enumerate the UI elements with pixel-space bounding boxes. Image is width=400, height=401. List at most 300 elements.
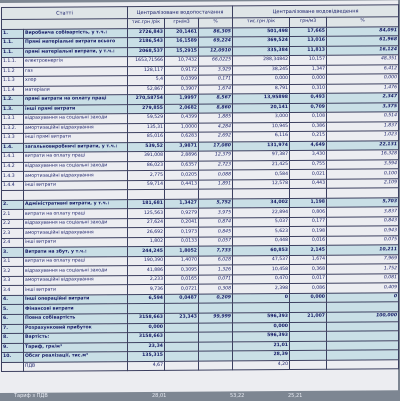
cell-value: [199, 322, 233, 332]
cell-value: [233, 303, 290, 313]
cell-value: 0,108: [290, 112, 327, 122]
cell-value: 3158,663: [128, 313, 165, 323]
cell-value: 10,211: [327, 245, 399, 255]
cell-value: [290, 303, 327, 313]
row-label: витрати на оплату праці: [24, 152, 128, 162]
cell-value: 21,007: [290, 312, 327, 322]
cell-value: 85,016: [128, 133, 165, 143]
cell-value: 69,224: [199, 37, 233, 47]
row-number: 1.2.: [2, 95, 24, 105]
row-label: амортизаційні відрахування: [24, 276, 128, 286]
cell-value: 0,215: [290, 131, 327, 141]
cell-value: 2186,543: [128, 37, 165, 47]
cell-value: 1,198: [290, 198, 327, 208]
cell-value: [128, 190, 165, 200]
cell-value: 1,9997: [165, 94, 199, 104]
cell-value: 59,529: [128, 114, 165, 124]
cell-value: 2,0682: [165, 104, 199, 114]
cell-value: 0,943: [327, 226, 399, 236]
row-label: електроенергія: [24, 57, 128, 67]
footer-mid: 53,22: [230, 393, 245, 399]
cell-value: [327, 340, 399, 350]
cell-value: 0: [327, 293, 399, 303]
cell-value: 3,837: [327, 207, 399, 217]
cell-value: 6,028: [199, 256, 233, 266]
cell-value: 1,891: [199, 180, 233, 190]
cell-value: 131,974: [233, 141, 290, 151]
cell-value: [327, 188, 399, 198]
row-number: 1.4.: [2, 143, 24, 153]
cell-value: 0,081: [327, 274, 399, 284]
cell-value: 48,351: [327, 55, 399, 65]
row-label: інші витрати: [24, 237, 128, 247]
cell-value: 3,929: [199, 65, 233, 75]
row-label: Витрати на збут, у т.ч.:: [24, 247, 128, 257]
row-label: Інші операційні витрати: [24, 295, 128, 305]
cell-value: 3158,663: [128, 332, 165, 342]
cell-value: 4,20: [233, 360, 290, 370]
cell-value: [327, 359, 399, 369]
row-label: хлор: [24, 76, 128, 86]
cell-value: 135,315: [128, 351, 165, 361]
cell-value: 10,157: [290, 55, 327, 65]
cell-value: 61,968: [327, 36, 399, 46]
cell-value: 2,723: [199, 161, 233, 171]
cell-value: 2,145: [290, 246, 327, 256]
row-label: газ: [24, 66, 128, 76]
cell-value: 0,0721: [165, 285, 199, 295]
cell-value: [290, 360, 327, 370]
cell-value: [199, 351, 233, 361]
cell-value: 0: [233, 293, 290, 303]
row-label: Обсяг реалізації, тис.м³: [24, 352, 128, 362]
cell-value: 0,017: [290, 274, 327, 284]
row-number: 3.3: [2, 276, 24, 286]
cell-value: 16,1589: [165, 37, 199, 47]
subheader: грн/м3: [165, 18, 199, 28]
row-number: 1.1.: [2, 48, 24, 58]
cell-value: [327, 350, 399, 360]
cell-value: 0,088: [199, 170, 233, 180]
cell-value: 125,563: [128, 209, 165, 219]
cell-value: 7,969: [327, 255, 399, 265]
cell-value: 4,649: [290, 141, 327, 151]
row-number: 1.: [2, 29, 24, 39]
cell-value: 0,368: [290, 265, 327, 275]
cell-value: 11,813: [290, 46, 327, 56]
cell-value: 17,080: [199, 142, 233, 152]
cell-value: 0,6357: [165, 161, 199, 171]
row-label: Прямі матеріальні витрати всього: [24, 38, 128, 48]
cell-value: 0,308: [199, 284, 233, 294]
cell-value: 3,000: [233, 113, 290, 123]
header-statti: Статті: [2, 7, 128, 20]
cell-value: 0,016: [290, 236, 327, 246]
cell-value: [165, 304, 199, 314]
cell-value: 279,855: [128, 104, 165, 114]
row-label: загальновиробничі витрати, у т.ч.:: [24, 142, 128, 152]
row-number: 6.: [2, 314, 24, 324]
cell-value: [327, 302, 399, 312]
subheader: %: [199, 18, 233, 28]
cell-value: [290, 322, 327, 332]
cell-value: 8,860: [199, 104, 233, 114]
cell-value: 1,885: [199, 113, 233, 123]
row-number: [2, 191, 24, 201]
cell-value: [290, 350, 327, 360]
cell-value: 501,498: [233, 27, 290, 37]
cell-value: 0,057: [199, 237, 233, 247]
cell-value: 190,390: [128, 256, 165, 266]
cell-value: 0,100: [327, 169, 399, 179]
cell-value: 4,67: [128, 361, 165, 371]
cell-value: 0,310: [290, 84, 327, 94]
row-number: 1.3.3: [2, 134, 24, 144]
cell-value: 128,117: [128, 66, 165, 76]
cell-value: 1,476: [327, 83, 399, 93]
cell-value: 47,537: [233, 255, 290, 265]
cell-value: 86,023: [128, 161, 165, 171]
row-number: 1.1.: [2, 38, 24, 48]
row-number: 1.1.3: [2, 76, 24, 86]
cell-value: [233, 189, 290, 199]
row-number: 8.: [2, 333, 24, 343]
cell-value: [290, 189, 327, 199]
header-water: Централізоване водопостачання: [128, 6, 233, 19]
cell-value: 596,393: [233, 312, 290, 322]
cell-value: 38,245: [233, 65, 290, 75]
row-number: 3.2: [2, 267, 24, 277]
row-label: відрахування на соціальні заходи: [24, 161, 128, 171]
row-number: 1.4.1: [2, 153, 24, 163]
row-number: 3.4: [2, 286, 24, 296]
cell-value: 0,386: [290, 122, 327, 132]
cell-value: 3,594: [327, 159, 399, 169]
row-number: 4.: [2, 295, 24, 305]
cell-value: 0,171: [199, 75, 233, 85]
cell-value: 1,8052: [165, 246, 199, 256]
row-number: 1.4.4: [2, 181, 24, 191]
cell-value: 34,002: [233, 198, 290, 208]
cell-value: 16,328: [327, 150, 399, 160]
cell-value: 5,703: [327, 198, 399, 208]
footer: [0, 392, 400, 401]
footer-sewer: 25,21: [288, 393, 303, 399]
cell-value: 8,791: [233, 84, 290, 94]
cell-value: 270,58754: [128, 94, 165, 104]
row-number: 1.1.1.: [2, 57, 24, 67]
cell-value: 0,470: [233, 274, 290, 284]
cell-value: 0,209: [199, 294, 233, 304]
row-number: [2, 362, 24, 372]
row-label: Повна собівартість: [24, 314, 128, 324]
row-number: 1.1.2: [2, 67, 24, 77]
cell-value: 20,141: [233, 103, 290, 113]
row-label: Фінансові витрати: [24, 304, 128, 314]
cell-value: 3,430: [290, 150, 327, 160]
cell-value: 5,623: [233, 227, 290, 237]
cell-value: 12,578: [233, 179, 290, 189]
cell-value: 181,681: [128, 199, 165, 209]
cell-value: 1,674: [290, 255, 327, 265]
cell-value: [128, 304, 165, 314]
cell-value: [290, 331, 327, 341]
cell-value: 23,343: [165, 313, 199, 323]
row-label: прямі матеріальні витрати, у т.ч.:: [24, 47, 128, 57]
cell-value: 1,347: [290, 65, 327, 75]
row-label: Адміністративні витрати, у т.ч.:: [24, 199, 128, 209]
cell-value: 6,594: [128, 294, 165, 304]
row-number: 2.: [2, 200, 24, 210]
row-number: 2.1: [2, 210, 24, 220]
cell-value: 13,016: [290, 36, 327, 46]
cell-value: 2,775: [128, 171, 165, 181]
row-number: 1.1.4: [2, 86, 24, 96]
cell-value: 21,01: [233, 341, 290, 351]
cell-value: 0,584: [233, 170, 290, 180]
cell-value: [199, 360, 233, 370]
cell-value: 0,806: [290, 208, 327, 218]
cell-value: 23,34: [128, 342, 165, 352]
cell-value: 60,853: [233, 246, 290, 256]
row-label: відрахування на соціальні заходи: [24, 266, 128, 276]
cell-value: 0,0205: [165, 170, 199, 180]
cell-value: [165, 361, 199, 371]
cell-value: 2,109: [327, 178, 399, 188]
cell-value: 59,714: [128, 180, 165, 190]
cell-value: 2,233: [128, 275, 165, 285]
cell-value: 0,000: [327, 74, 399, 84]
row-number: 9.: [2, 343, 24, 353]
cell-value: 9,736: [128, 285, 165, 295]
cell-value: 97,387: [233, 151, 290, 161]
row-label: Тариф, грн/м³: [24, 342, 128, 352]
row-number: 10.: [2, 352, 24, 362]
cell-value: 335,384: [233, 46, 290, 56]
row-label: інші прямі витрати: [24, 133, 128, 143]
cell-value: 0,0399: [165, 75, 199, 85]
cell-value: 3,9871: [165, 142, 199, 152]
cell-value: 26,692: [128, 228, 165, 238]
cell-value: 100,000: [327, 312, 399, 322]
cell-value: 99,999: [199, 313, 233, 323]
row-label: амортизаційні відрахування: [24, 171, 128, 181]
cell-value: 391,008: [128, 152, 165, 162]
cell-value: 244,245: [128, 247, 165, 257]
cell-value: 0,755: [290, 160, 327, 170]
cell-value: 0,0165: [165, 275, 199, 285]
cell-value: [327, 331, 399, 341]
cell-value: 10,945: [233, 122, 290, 132]
row-label: Розрахунковий прибуток: [24, 323, 128, 333]
cell-value: 0,845: [199, 227, 233, 237]
cell-value: 0,000: [290, 293, 327, 303]
cell-value: 0,1973: [165, 227, 199, 237]
cell-value: 84,091: [327, 26, 399, 36]
cell-value: 6,116: [233, 132, 290, 142]
cell-value: 21,425: [233, 160, 290, 170]
row-label: витрати на оплату праці: [24, 257, 128, 267]
cell-value: 27,624: [128, 218, 165, 228]
cell-value: 2,8896: [165, 151, 199, 161]
cell-value: 1,3427: [165, 199, 199, 209]
row-number: 2.4: [2, 238, 24, 248]
row-label: амортизаційні відрахування: [24, 123, 128, 133]
cell-value: 0,843: [327, 217, 399, 227]
row-label: інші витрати: [24, 285, 128, 295]
cell-value: 5,037: [233, 217, 290, 227]
cell-value: 16,124: [327, 45, 399, 55]
table-row: [2, 359, 399, 371]
cell-value: 13,95898: [233, 94, 290, 104]
row-number: 1.4.2: [2, 162, 24, 172]
cell-value: [290, 341, 327, 351]
cell-value: 41,886: [128, 266, 165, 276]
cell-value: 0,0133: [165, 237, 199, 247]
cell-value: [199, 332, 233, 342]
cell-value: 0,000: [233, 322, 290, 332]
cell-value: 0,874: [199, 218, 233, 228]
cell-value: 0,409: [327, 283, 399, 293]
subheader: %: [327, 17, 399, 27]
subheader: тис.грн /рік: [233, 17, 290, 27]
cell-value: 28,39: [233, 351, 290, 361]
footer-water: 28,01: [152, 393, 167, 399]
cell-value: [165, 189, 199, 199]
cell-value: 10,458: [233, 265, 290, 275]
cell-value: 1,0000: [165, 123, 199, 133]
subheader: тис.грн /рік: [128, 18, 165, 28]
cell-value: 539,52: [128, 142, 165, 152]
cell-value: 2068,537: [128, 47, 165, 57]
cell-value: 17,665: [290, 27, 327, 37]
cell-value: [199, 189, 233, 199]
cell-value: 5,4: [128, 75, 165, 85]
cell-value: 0,443: [290, 179, 327, 189]
cell-value: 1,674: [199, 84, 233, 94]
row-label: ПДВ: [24, 361, 128, 371]
cell-value: 2,398: [233, 284, 290, 294]
cell-value: 596,393: [233, 331, 290, 341]
cell-value: [165, 351, 199, 361]
cell-value: 0,6283: [165, 132, 199, 142]
row-label: витрати на оплату праці: [24, 209, 128, 219]
row-label: відрахування на соціальні заходи: [24, 218, 128, 228]
cell-value: 6,412: [327, 64, 399, 74]
cell-value: [199, 341, 233, 351]
cell-value: 0,9279: [165, 208, 199, 218]
cell-value: 0,493: [290, 93, 327, 103]
cell-value: [165, 342, 199, 352]
cell-value: 2726,843: [128, 28, 165, 38]
cell-value: 0,177: [290, 217, 327, 227]
cell-value: 1,326: [199, 265, 233, 275]
cell-value: 0,9172: [165, 66, 199, 76]
cell-value: 52,867: [128, 85, 165, 95]
cell-value: 0,4413: [165, 180, 199, 190]
cell-value: 22,131: [327, 140, 399, 150]
cell-value: 12,379: [199, 151, 233, 161]
cell-value: 2,347: [327, 93, 399, 103]
cell-value: 2,692: [199, 132, 233, 142]
cell-value: 0,086: [290, 284, 327, 294]
cell-value: 7,733: [199, 246, 233, 256]
cell-value: [327, 321, 399, 331]
cell-value: 1,837: [327, 121, 399, 131]
header-sewer: Централізоване водовідведення: [233, 5, 399, 18]
cell-value: 12,0910: [199, 46, 233, 56]
cell-value: 1,752: [327, 264, 399, 274]
cell-value: 8,567: [199, 94, 233, 104]
cell-value: 0,198: [290, 227, 327, 237]
row-number: 1.4.3: [2, 172, 24, 182]
cell-value: 10,7432: [165, 56, 199, 66]
row-label: прямі витрати на оплату праці: [24, 95, 128, 105]
row-number: 3.: [2, 248, 24, 258]
cell-value: 86,305: [199, 27, 233, 37]
cell-value: 135,31: [128, 123, 165, 133]
cell-value: 1,802: [128, 237, 165, 247]
row-number: 1.3.2.: [2, 124, 24, 134]
cell-value: [165, 332, 199, 342]
cell-value: 288,34842: [233, 56, 290, 66]
row-label: матеріали: [24, 85, 128, 95]
row-number: 5.: [2, 305, 24, 315]
cell-value: 15,2915: [165, 47, 199, 57]
cell-value: 1,4070: [165, 256, 199, 266]
cell-value: 0,4399: [165, 113, 199, 123]
subheader: грн/м3: [290, 17, 327, 27]
row-number: 1.3.1: [2, 114, 24, 124]
cell-value: 0,448: [233, 236, 290, 246]
row-number: 2.2: [2, 219, 24, 229]
cell-value: 369,524: [233, 37, 290, 47]
row-number: 7.: [2, 324, 24, 334]
cell-value: 0,3907: [165, 85, 199, 95]
cell-value: [199, 303, 233, 313]
cell-value: 0,514: [327, 112, 399, 122]
row-number: 3.1: [2, 257, 24, 267]
row-label: інші витрати: [24, 180, 128, 190]
cell-value: 0,0487: [165, 294, 199, 304]
cell-value: 22,894: [233, 208, 290, 218]
cell-value: 0,709: [290, 103, 327, 113]
cell-value: 0,000: [290, 74, 327, 84]
cell-value: 3,975: [199, 208, 233, 218]
row-label: Вартість:: [24, 333, 128, 343]
footer-label: Тариф з ПДВ: [14, 393, 48, 399]
row-label: Виробнича собівартість, у т.ч.:: [24, 28, 128, 38]
row-label: інші прямі витрати: [24, 104, 128, 114]
cell-value: 0,071: [199, 275, 233, 285]
cell-value: 20,1461: [165, 28, 199, 38]
cell-value: 0,000: [128, 323, 165, 333]
row-label: амортизаційні відрахування: [24, 228, 128, 238]
cell-value: 4,284: [199, 123, 233, 133]
tariff-table: [1, 4, 399, 372]
cell-value: 0,3095: [165, 266, 199, 276]
cell-value: 1,023: [327, 131, 399, 141]
cell-value: 5,752: [199, 199, 233, 209]
cell-value: 0,2041: [165, 218, 199, 228]
cell-value: 3,375: [327, 102, 399, 112]
cell-value: 1653,71566: [128, 56, 165, 66]
cell-value: 0,021: [290, 169, 327, 179]
row-label: відрахування на соціальні заходи: [24, 114, 128, 124]
cell-value: 0,000: [233, 75, 290, 85]
cell-value: [165, 323, 199, 333]
cell-value: 0,075: [327, 236, 399, 246]
